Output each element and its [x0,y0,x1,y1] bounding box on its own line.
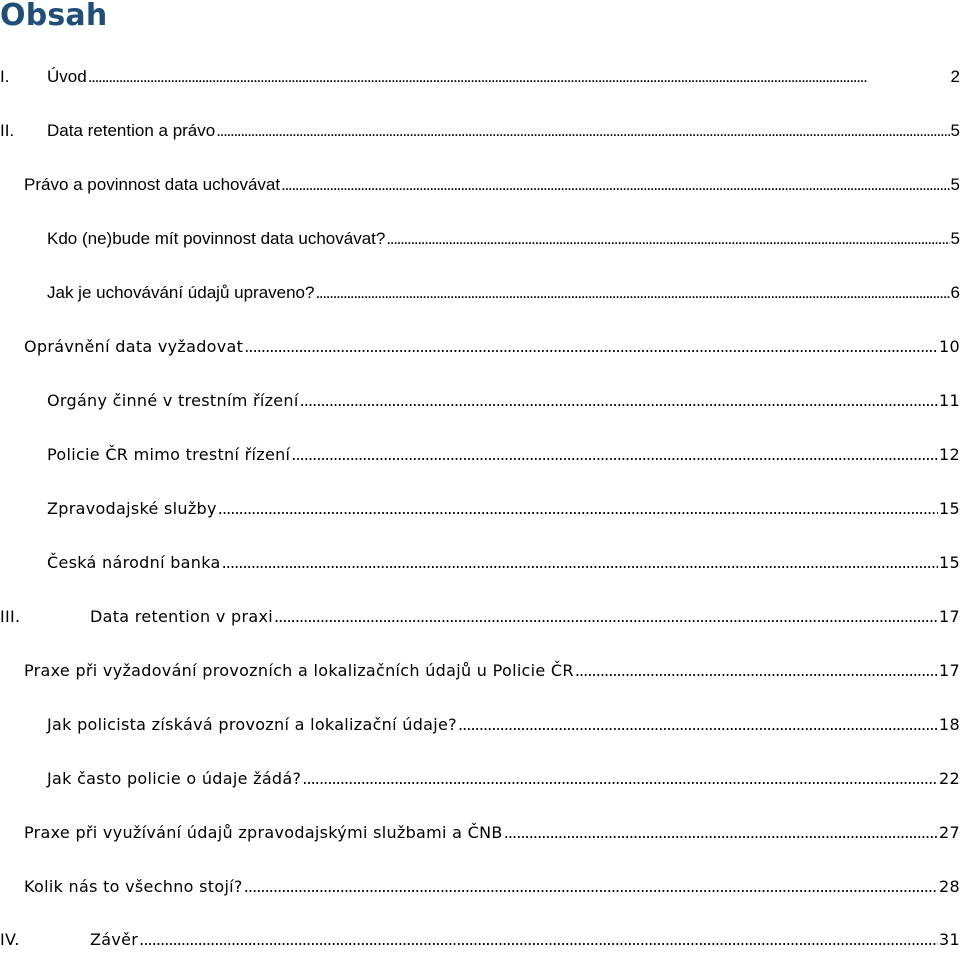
toc-entry-label: Úvod [47,67,87,86]
toc-dot-leader [139,925,938,955]
toc-entry-label: Data retention a právo [47,121,216,140]
toc-entry-label: Data retention v praxi [90,607,273,626]
toc-dot-leader [315,278,949,308]
toc-entry-page: 2 [950,67,960,86]
toc-entry[interactable] [0,764,960,794]
toc-entry-page: 5 [950,229,960,248]
toc-dot-leader [281,170,949,200]
toc-entry-number: IV. [0,930,20,949]
toc-entry-label: Právo a povinnost data uchovávat [24,175,281,194]
toc-entry-label: Policie ČR mimo trestní řízení [47,445,291,464]
toc-entry[interactable] [0,656,960,686]
toc-entry[interactable] [0,116,960,146]
toc-dot-leader [458,710,938,740]
toc-entry[interactable] [0,278,960,308]
toc-entry-label: Oprávnění data vyžadovat [24,337,244,356]
toc-entry-page: 10 [939,337,960,356]
toc-entry-page: 12 [939,445,960,464]
page-title: Obsah [0,0,108,33]
toc-dot-leader [222,548,938,578]
toc-entry[interactable] [0,494,960,524]
toc-entry-page: 5 [950,121,960,140]
toc-entry-page: 17 [939,607,960,626]
toc-entry-label: Závěr [90,930,139,949]
toc-dot-leader [216,116,949,146]
toc-entry-page: 5 [950,175,960,194]
toc-entry[interactable] [0,818,960,848]
toc-entry[interactable] [0,925,960,948]
toc-entry-page: 6 [950,283,960,302]
toc-entry[interactable] [0,602,960,632]
toc-entry[interactable] [0,332,960,362]
toc-entry[interactable] [0,440,960,470]
toc-entry-number: III. [0,607,21,626]
toc-entry-label: Kdo (ne)bude mít povinnost data uchovávat? [47,229,386,248]
toc-dot-leader [291,440,938,470]
toc-entry[interactable] [0,710,960,740]
toc-dot-leader [386,224,949,254]
toc-entry[interactable] [0,224,960,254]
toc-entry-label: Jak policista získává provozní a lokalizační údaje? [47,715,457,734]
toc-entry-page: 22 [939,769,960,788]
toc-entry-page: 15 [939,553,960,572]
toc-entry-page: 18 [939,715,960,734]
toc-entry[interactable] [0,386,960,416]
toc-entry-number: I. [0,67,10,86]
toc-dot-leader [575,656,938,686]
toc-entry-label: Praxe při využívání údajů zpravodajskými službami a ČNB [24,823,503,842]
toc-entry-number: II. [0,121,15,140]
toc-entry-label: Jak často policie o údaje žádá? [47,769,302,788]
toc-dot-leader [244,872,938,902]
toc-entry-label: Kolik nás to všechno stojí? [24,877,243,896]
toc-entry-page: 17 [939,661,960,680]
toc-dot-leader [504,818,938,848]
toc-dot-leader [88,62,950,92]
toc-entry[interactable] [0,170,960,200]
toc-entry[interactable] [0,872,960,902]
toc-entry-page: 31 [939,930,960,949]
toc-entry-page: 15 [939,499,960,518]
toc-entry-label: Orgány činné v trestním řízení [47,391,299,410]
toc-entry[interactable] [0,548,960,578]
toc-entry[interactable] [0,62,960,92]
toc-dot-leader [244,332,938,362]
toc-entry-label: Jak je uchovávání údajů upraveno? [47,283,315,302]
toc-entry-label: Praxe při vyžadování provozních a lokalizačních údajů u Policie ČR [24,661,574,680]
toc-entry-label: Zpravodajské služby [47,499,217,518]
toc-dot-leader [300,386,938,416]
toc-dot-leader [302,764,938,794]
toc-dot-leader [218,494,938,524]
toc-dot-leader [274,602,938,632]
toc-entry-page: 27 [939,823,960,842]
toc-entry-label: Česká národní banka [47,553,221,572]
toc-entry-page: 11 [939,391,960,410]
toc-entry-page: 28 [939,877,960,896]
